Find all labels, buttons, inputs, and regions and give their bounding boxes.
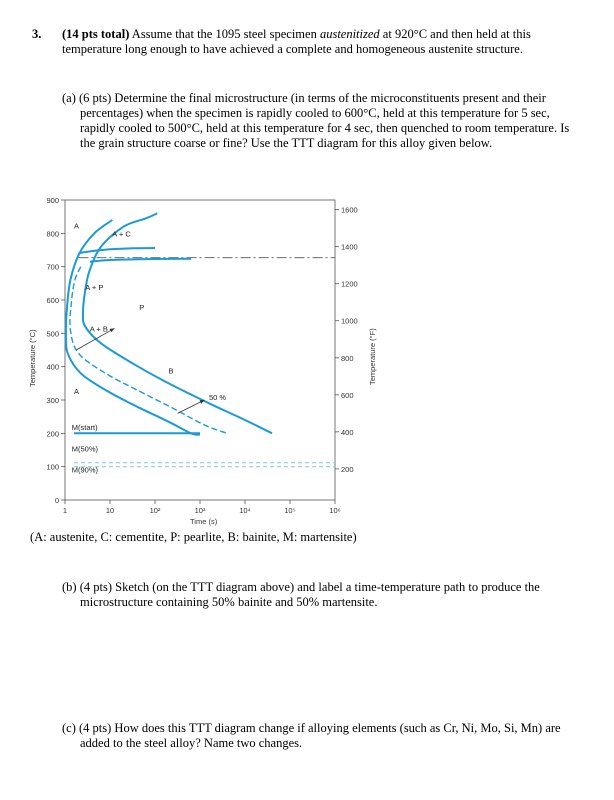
x-tick-label: 10 (105, 506, 115, 515)
part-b-label: (b) (4 pts) (62, 580, 112, 594)
question-points: (14 pts total) (62, 27, 130, 41)
y2-tick-label: 800 (341, 353, 354, 363)
part-b-text: Sketch (on the TTT diagram above) and label a time-temperature path to produce the microstructure containing 50% bainite and 50% martensite. (80, 580, 540, 609)
y-tick-label: 600 (46, 296, 59, 305)
y2-tick-label: 1400 (341, 242, 358, 252)
region-label: A + P (85, 283, 104, 292)
y2-tick-label: 600 (341, 390, 354, 400)
series-start-upper-branch (79, 248, 156, 253)
region-label: M(50%) (71, 444, 99, 454)
question-text-1: Assume that the 1095 steel specimen (129, 27, 320, 41)
y2-tick-label: 200 (341, 464, 354, 474)
region-label: P (139, 303, 145, 312)
ttt-curves (66, 213, 335, 466)
y-axis-title: Temperature (°C) (28, 329, 37, 387)
plot-frame (65, 200, 335, 500)
y2-axis-title: Temperature (°F) (368, 328, 377, 385)
part-b-body (62, 580, 582, 610)
question-italic-term: austenitized (319, 27, 380, 41)
question-number: 3. (32, 27, 42, 41)
y-tick-label: 0 (54, 496, 59, 505)
series-finish-upper-branch (90, 259, 191, 262)
series-finish-of-transformation (83, 213, 272, 433)
x-tick-label: 10⁴ (239, 506, 251, 515)
part-c (62, 721, 582, 751)
region-label: 50 % (209, 393, 227, 402)
y-tick-label: 900 (46, 196, 59, 205)
y-tick-label: 300 (46, 396, 59, 405)
x-tick-label: 10³ (194, 506, 206, 515)
region-label: A (74, 221, 80, 231)
x-axis-title: Time (s) (190, 517, 218, 526)
region-label: A + B (89, 324, 108, 334)
part-c-text: How does this TTT diagram change if alloying elements (such as Cr, Ni, Mo, Si, Mn) are added to the steel alloy? Name two changes. (80, 721, 561, 750)
y2-tick-label: 1200 (341, 279, 358, 289)
y2-tick-label: 1600 (341, 205, 358, 215)
y2-tick-label: 1000 (341, 316, 358, 326)
legend-caption: (A: austenite, C: cementite, P: pearlite, B: bainite, M: martensite) (30, 530, 357, 544)
y-tick-label: 400 (46, 362, 59, 372)
question-text-2: at 920°C and then held at this temperature long enough to have achieved a complete and homogeneous austenite structure. (62, 27, 531, 56)
x-tick-label: 1 (62, 506, 68, 515)
part-a-text: Determine the final microstructure (in terms of the microconstituents present and their percentages) when the specimen is rapidly cooled to 600°C, held at this temperature for 5 sec, rapidly cooled to 500°C, held at this temperature for 4 sec, then quenched to room temperature. Is the grain structure coarse or fine? Use the TTT diagram for this alloy given below. (80, 91, 570, 150)
region-label: A (74, 387, 80, 396)
part-b (62, 580, 582, 610)
region-label: M(start) (71, 423, 98, 432)
region-label: A + C (112, 229, 131, 239)
region-label: M(90%) (71, 465, 99, 475)
part-c-body (62, 721, 582, 751)
y-tick-label: 500 (46, 329, 59, 339)
y-tick-label: 100 (46, 462, 59, 472)
x-tick-label: 10⁶ (329, 506, 341, 515)
part-c-label: (c) (4 pts) (62, 721, 112, 735)
region-label: B (168, 366, 174, 376)
part-a-label: (a) (6 pts) (62, 91, 112, 105)
y-tick-label: 800 (46, 229, 59, 239)
x-tick-label: 10² (149, 506, 161, 515)
y-tick-label: 700 (46, 262, 59, 272)
x-tick-label: 10⁵ (284, 506, 296, 515)
y2-tick-label: 400 (341, 427, 354, 437)
y-tick-label: 200 (46, 429, 59, 439)
